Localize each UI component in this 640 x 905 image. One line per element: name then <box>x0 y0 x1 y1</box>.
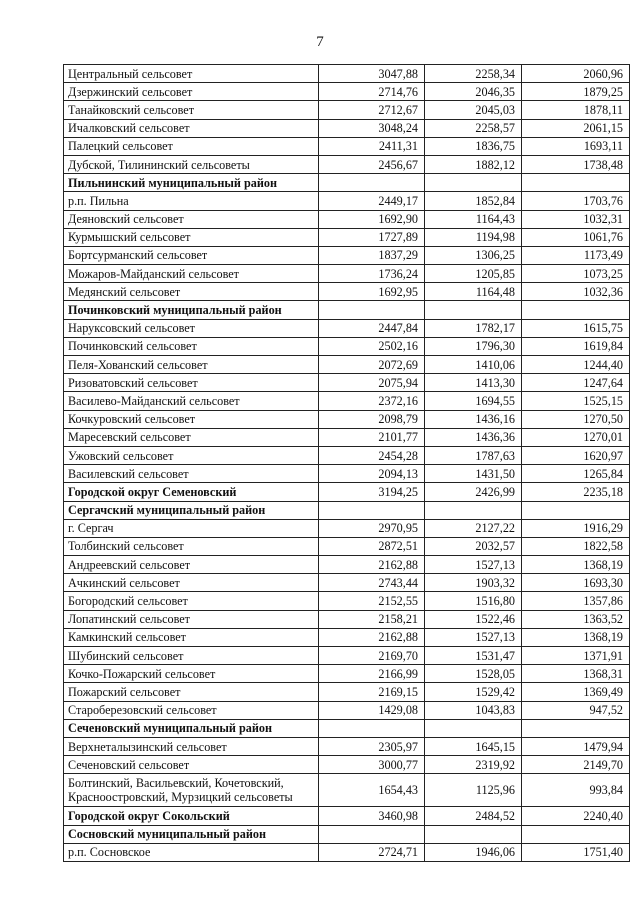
value-cell-2: 1306,25 <box>425 246 522 264</box>
table-row <box>64 519 630 537</box>
value-cell-3: 1879,25 <box>522 83 630 101</box>
value-cell-1: 2072,69 <box>319 356 425 374</box>
table-row <box>64 265 630 283</box>
table-row <box>64 574 630 592</box>
value-cell-1: 1727,89 <box>319 228 425 246</box>
value-cell-1: 1692,95 <box>319 283 425 301</box>
settlement-name: Ачкинский сельсовет <box>64 574 319 592</box>
value-cell-1: 1837,29 <box>319 246 425 264</box>
settlement-name: Танайковский сельсовет <box>64 101 319 119</box>
value-cell-1: 2970,95 <box>319 519 425 537</box>
value-cell-2: 1531,47 <box>425 647 522 665</box>
table-row <box>64 246 630 264</box>
value-cell-1: 2162,88 <box>319 556 425 574</box>
value-cell-1: 3460,98 <box>319 807 425 825</box>
value-cell-1: 3047,88 <box>319 65 425 83</box>
section-row <box>64 501 630 519</box>
section-row <box>64 807 630 825</box>
settlement-name: Богородский сельсовет <box>64 592 319 610</box>
value-cell-2: 2032,57 <box>425 537 522 555</box>
section-title: Городской округ Семеновский <box>64 483 319 501</box>
table-row <box>64 465 630 483</box>
value-cell-3: 1032,31 <box>522 210 630 228</box>
value-cell-1: 2305,97 <box>319 737 425 755</box>
value-cell-3: 1751,40 <box>522 843 630 861</box>
settlement-name: Курмышский сельсовет <box>64 228 319 246</box>
value-cell-1: 2502,16 <box>319 337 425 355</box>
value-cell-2: 1836,75 <box>425 137 522 155</box>
value-cell-3 <box>522 174 630 192</box>
value-cell-3: 2235,18 <box>522 483 630 501</box>
value-cell-2: 1852,84 <box>425 192 522 210</box>
value-cell-1: 3194,25 <box>319 483 425 501</box>
value-cell-2: 1410,06 <box>425 356 522 374</box>
value-cell-1: 1429,08 <box>319 701 425 719</box>
value-cell-3: 1916,29 <box>522 519 630 537</box>
value-cell-1: 2094,13 <box>319 465 425 483</box>
section-row <box>64 301 630 319</box>
value-cell-3: 1247,64 <box>522 374 630 392</box>
value-cell-2 <box>425 174 522 192</box>
value-cell-2: 2258,57 <box>425 119 522 137</box>
value-cell-3: 2060,96 <box>522 65 630 83</box>
settlement-name: Болтинский, Васильевский, Кочетовский, Красноостровский, Мурзицкий сельсоветы <box>64 774 319 807</box>
value-cell-2: 2426,99 <box>425 483 522 501</box>
table-row <box>64 137 630 155</box>
settlement-name: Андреевский сельсовет <box>64 556 319 574</box>
value-cell-3: 1878,11 <box>522 101 630 119</box>
value-cell-1 <box>319 174 425 192</box>
settlement-name: Толбинский сельсовет <box>64 537 319 555</box>
settlement-name: Ужовский сельсовет <box>64 446 319 464</box>
value-cell-3: 1693,30 <box>522 574 630 592</box>
section-title: Починковский муниципальный район <box>64 301 319 319</box>
value-cell-2 <box>425 501 522 519</box>
value-cell-3: 2149,70 <box>522 756 630 774</box>
value-cell-2: 1787,63 <box>425 446 522 464</box>
table-row <box>64 665 630 683</box>
value-cell-1: 2724,71 <box>319 843 425 861</box>
value-cell-1: 1692,90 <box>319 210 425 228</box>
value-cell-1: 2158,21 <box>319 610 425 628</box>
value-cell-2: 1529,42 <box>425 683 522 701</box>
table-row <box>64 119 630 137</box>
settlement-name: Дубской, Тилининский сельсоветы <box>64 155 319 173</box>
tariff-table <box>63 64 630 862</box>
section-title: Сеченовский муниципальный район <box>64 719 319 737</box>
value-cell-2: 1164,43 <box>425 210 522 228</box>
value-cell-1: 2449,17 <box>319 192 425 210</box>
table-row <box>64 410 630 428</box>
value-cell-1: 2152,55 <box>319 592 425 610</box>
value-cell-2: 1527,13 <box>425 556 522 574</box>
value-cell-1: 2411,31 <box>319 137 425 155</box>
settlement-name: Староберезовский сельсовет <box>64 701 319 719</box>
value-cell-1: 2098,79 <box>319 410 425 428</box>
value-cell-1: 2169,15 <box>319 683 425 701</box>
value-cell-3 <box>522 501 630 519</box>
value-cell-1: 1736,24 <box>319 265 425 283</box>
table-row <box>64 83 630 101</box>
value-cell-2: 1516,80 <box>425 592 522 610</box>
settlement-name: Лопатинский сельсовет <box>64 610 319 628</box>
value-cell-1 <box>319 825 425 843</box>
table-row <box>64 628 630 646</box>
settlement-name: Ризоватовский сельсовет <box>64 374 319 392</box>
value-cell-1 <box>319 719 425 737</box>
settlement-name: Медянский сельсовет <box>64 283 319 301</box>
value-cell-1: 2166,99 <box>319 665 425 683</box>
value-cell-2: 1205,85 <box>425 265 522 283</box>
value-cell-1: 2712,67 <box>319 101 425 119</box>
table-row <box>64 65 630 83</box>
value-cell-3: 1619,84 <box>522 337 630 355</box>
settlement-name: Верхнеталызинский сельсовет <box>64 737 319 755</box>
value-cell-2: 1528,05 <box>425 665 522 683</box>
value-cell-3: 1738,48 <box>522 155 630 173</box>
section-row <box>64 174 630 192</box>
value-cell-2: 1436,36 <box>425 428 522 446</box>
value-cell-1: 2447,84 <box>319 319 425 337</box>
settlement-name: Пожарский сельсовет <box>64 683 319 701</box>
value-cell-2: 1782,17 <box>425 319 522 337</box>
value-cell-2: 1164,48 <box>425 283 522 301</box>
settlement-name: Кочко-Пожарский сельсовет <box>64 665 319 683</box>
value-cell-1 <box>319 501 425 519</box>
value-cell-3: 1693,11 <box>522 137 630 155</box>
value-cell-2: 1043,83 <box>425 701 522 719</box>
table-row <box>64 774 630 807</box>
value-cell-1: 2454,28 <box>319 446 425 464</box>
value-cell-3: 1032,36 <box>522 283 630 301</box>
value-cell-3: 1357,86 <box>522 592 630 610</box>
value-cell-2: 1527,13 <box>425 628 522 646</box>
value-cell-1: 3048,24 <box>319 119 425 137</box>
settlement-name: Маресевский сельсовет <box>64 428 319 446</box>
value-cell-3: 1620,97 <box>522 446 630 464</box>
table-row <box>64 756 630 774</box>
value-cell-3: 1173,49 <box>522 246 630 264</box>
table-row <box>64 592 630 610</box>
section-title: Городской округ Сокольский <box>64 807 319 825</box>
value-cell-3: 1525,15 <box>522 392 630 410</box>
value-cell-1: 3000,77 <box>319 756 425 774</box>
settlement-name: Шубинский сельсовет <box>64 647 319 665</box>
value-cell-1: 2714,76 <box>319 83 425 101</box>
value-cell-1: 2372,16 <box>319 392 425 410</box>
value-cell-3: 1369,49 <box>522 683 630 701</box>
section-title: Пильнинский муниципальный район <box>64 174 319 192</box>
settlement-name: Палецкий сельсовет <box>64 137 319 155</box>
settlement-name: Починковский сельсовет <box>64 337 319 355</box>
settlement-name: Деяновский сельсовет <box>64 210 319 228</box>
settlement-name: Пеля-Хованский сельсовет <box>64 356 319 374</box>
section-row <box>64 719 630 737</box>
table-row <box>64 210 630 228</box>
value-cell-2: 1694,55 <box>425 392 522 410</box>
value-cell-2: 2258,34 <box>425 65 522 83</box>
value-cell-2: 1194,98 <box>425 228 522 246</box>
value-cell-3: 1270,50 <box>522 410 630 428</box>
value-cell-2: 2484,52 <box>425 807 522 825</box>
value-cell-3: 1265,84 <box>522 465 630 483</box>
settlement-name: р.п. Сосновское <box>64 843 319 861</box>
section-row <box>64 483 630 501</box>
value-cell-2: 1522,46 <box>425 610 522 628</box>
value-cell-3: 1368,19 <box>522 628 630 646</box>
value-cell-3: 1615,75 <box>522 319 630 337</box>
value-cell-3: 1363,52 <box>522 610 630 628</box>
value-cell-3: 2240,40 <box>522 807 630 825</box>
value-cell-2: 1903,32 <box>425 574 522 592</box>
value-cell-3: 1073,25 <box>522 265 630 283</box>
table-row <box>64 319 630 337</box>
value-cell-3: 1368,19 <box>522 556 630 574</box>
value-cell-2: 1125,96 <box>425 774 522 807</box>
table-row <box>64 647 630 665</box>
value-cell-2 <box>425 825 522 843</box>
value-cell-3: 1061,76 <box>522 228 630 246</box>
value-cell-3 <box>522 301 630 319</box>
table-row <box>64 101 630 119</box>
value-cell-3: 1479,94 <box>522 737 630 755</box>
value-cell-3: 1368,31 <box>522 665 630 683</box>
settlement-name: Василево-Майданский сельсовет <box>64 392 319 410</box>
value-cell-3: 1270,01 <box>522 428 630 446</box>
section-title: Сосновский муниципальный район <box>64 825 319 843</box>
value-cell-2: 1882,12 <box>425 155 522 173</box>
table-row <box>64 843 630 861</box>
settlement-name: Можаров-Майданский сельсовет <box>64 265 319 283</box>
value-cell-3: 1822,58 <box>522 537 630 555</box>
settlement-name: г. Сергач <box>64 519 319 537</box>
value-cell-2: 1796,30 <box>425 337 522 355</box>
value-cell-3: 947,52 <box>522 701 630 719</box>
page-number: 7 <box>316 34 324 50</box>
value-cell-3: 993,84 <box>522 774 630 807</box>
value-cell-1: 2101,77 <box>319 428 425 446</box>
settlement-name: Ичалковский сельсовет <box>64 119 319 137</box>
value-cell-2: 2319,92 <box>425 756 522 774</box>
table-body <box>64 65 630 862</box>
value-cell-1: 2075,94 <box>319 374 425 392</box>
value-cell-2: 2045,03 <box>425 101 522 119</box>
table-row <box>64 683 630 701</box>
table-row <box>64 610 630 628</box>
settlement-name: Камкинский сельсовет <box>64 628 319 646</box>
value-cell-2: 1946,06 <box>425 843 522 861</box>
settlement-name: Бортсурманский сельсовет <box>64 246 319 264</box>
value-cell-2 <box>425 301 522 319</box>
value-cell-3: 1244,40 <box>522 356 630 374</box>
table-row <box>64 737 630 755</box>
value-cell-2: 1645,15 <box>425 737 522 755</box>
table-row <box>64 701 630 719</box>
table-row <box>64 192 630 210</box>
settlement-name: Василевский сельсовет <box>64 465 319 483</box>
settlement-name: Наруксовский сельсовет <box>64 319 319 337</box>
value-cell-1: 2456,67 <box>319 155 425 173</box>
table-row <box>64 374 630 392</box>
section-title: Сергачский муниципальный район <box>64 501 319 519</box>
value-cell-2: 2046,35 <box>425 83 522 101</box>
settlement-name: Кочкуровский сельсовет <box>64 410 319 428</box>
table-row <box>64 283 630 301</box>
value-cell-3 <box>522 719 630 737</box>
value-cell-2: 1413,30 <box>425 374 522 392</box>
section-row <box>64 825 630 843</box>
value-cell-2 <box>425 719 522 737</box>
table-row <box>64 356 630 374</box>
settlement-name: р.п. Пильна <box>64 192 319 210</box>
table-row <box>64 556 630 574</box>
settlement-name: Центральный сельсовет <box>64 65 319 83</box>
value-cell-2: 1436,16 <box>425 410 522 428</box>
value-cell-1: 2872,51 <box>319 537 425 555</box>
value-cell-1: 2169,70 <box>319 647 425 665</box>
value-cell-2: 1431,50 <box>425 465 522 483</box>
value-cell-3: 1371,91 <box>522 647 630 665</box>
table-row <box>64 392 630 410</box>
settlement-name: Сеченовский сельсовет <box>64 756 319 774</box>
value-cell-1 <box>319 301 425 319</box>
value-cell-1: 2743,44 <box>319 574 425 592</box>
value-cell-1: 2162,88 <box>319 628 425 646</box>
table-row <box>64 537 630 555</box>
table-row <box>64 446 630 464</box>
value-cell-3: 1703,76 <box>522 192 630 210</box>
value-cell-1: 1654,43 <box>319 774 425 807</box>
table-row <box>64 428 630 446</box>
table-row <box>64 155 630 173</box>
table-row <box>64 337 630 355</box>
settlement-name: Дзержинский сельсовет <box>64 83 319 101</box>
value-cell-3 <box>522 825 630 843</box>
value-cell-2: 2127,22 <box>425 519 522 537</box>
table-row <box>64 228 630 246</box>
value-cell-3: 2061,15 <box>522 119 630 137</box>
